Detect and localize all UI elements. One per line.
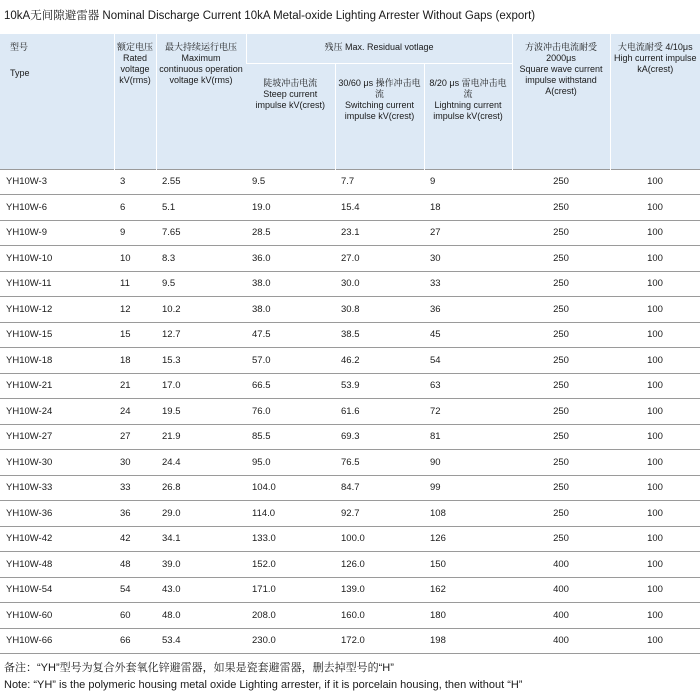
cell-high-current: 100	[610, 603, 700, 629]
cell-type: YH10W-42	[0, 526, 114, 552]
cell-high-current: 100	[610, 501, 700, 527]
cell-steep-current: 152.0	[246, 552, 335, 578]
cell-rated-voltage: 54	[114, 577, 156, 603]
notes	[4, 660, 522, 694]
cell-max-continuous-voltage: 39.0	[156, 552, 246, 578]
cell-high-current: 100	[610, 220, 700, 246]
table-row	[0, 195, 700, 221]
cell-switching-current: 61.6	[335, 399, 424, 425]
cell-type: YH10W-27	[0, 424, 114, 450]
cell-square-wave: 400	[512, 577, 610, 603]
table-row	[0, 603, 700, 629]
cell-type: YH10W-18	[0, 348, 114, 374]
table-row	[0, 169, 700, 195]
cell-lightning-current: 180	[424, 603, 512, 629]
cell-type: YH10W-66	[0, 628, 114, 654]
cell-steep-current: 38.0	[246, 297, 335, 323]
cell-square-wave: 250	[512, 373, 610, 399]
cell-lightning-current: 90	[424, 450, 512, 476]
cell-lightning-current: 126	[424, 526, 512, 552]
cell-rated-voltage: 12	[114, 297, 156, 323]
cell-high-current: 100	[610, 195, 700, 221]
cell-high-current: 100	[610, 450, 700, 476]
cell-switching-current: 84.7	[335, 475, 424, 501]
cell-lightning-current: 45	[424, 322, 512, 348]
header-rated-voltage: 额定电压 Rated voltage kV(rms)	[114, 34, 156, 169]
cell-high-current: 100	[610, 552, 700, 578]
cell-max-continuous-voltage: 8.3	[156, 246, 246, 272]
cell-switching-current: 7.7	[335, 169, 424, 195]
table-row	[0, 373, 700, 399]
cell-max-continuous-voltage: 10.2	[156, 297, 246, 323]
cell-steep-current: 66.5	[246, 373, 335, 399]
cell-type: YH10W-48	[0, 552, 114, 578]
cell-type: YH10W-11	[0, 271, 114, 297]
cell-lightning-current: 18	[424, 195, 512, 221]
cell-steep-current: 208.0	[246, 603, 335, 629]
cell-type: YH10W-15	[0, 322, 114, 348]
cell-lightning-current: 99	[424, 475, 512, 501]
cell-max-continuous-voltage: 7.65	[156, 220, 246, 246]
cell-steep-current: 76.0	[246, 399, 335, 425]
cell-max-continuous-voltage: 26.8	[156, 475, 246, 501]
cell-type: YH10W-12	[0, 297, 114, 323]
cell-square-wave: 400	[512, 552, 610, 578]
cell-rated-voltage: 36	[114, 501, 156, 527]
cell-steep-current: 28.5	[246, 220, 335, 246]
cell-steep-current: 230.0	[246, 628, 335, 654]
cell-steep-current: 171.0	[246, 577, 335, 603]
cell-steep-current: 19.0	[246, 195, 335, 221]
cell-rated-voltage: 6	[114, 195, 156, 221]
cell-rated-voltage: 48	[114, 552, 156, 578]
cell-switching-current: 27.0	[335, 246, 424, 272]
cell-switching-current: 30.0	[335, 271, 424, 297]
cell-high-current: 100	[610, 322, 700, 348]
cell-type: YH10W-24	[0, 399, 114, 425]
cell-switching-current: 69.3	[335, 424, 424, 450]
cell-rated-voltage: 42	[114, 526, 156, 552]
cell-type: YH10W-33	[0, 475, 114, 501]
table-row	[0, 475, 700, 501]
cell-switching-current: 23.1	[335, 220, 424, 246]
cell-max-continuous-voltage: 5.1	[156, 195, 246, 221]
cell-lightning-current: 198	[424, 628, 512, 654]
cell-max-continuous-voltage: 15.3	[156, 348, 246, 374]
cell-square-wave: 250	[512, 501, 610, 527]
table-row	[0, 399, 700, 425]
page-title: 10kA无间隙避雷器 Nominal Discharge Current 10kA Metal-oxide Lighting Arrester Without Gaps (export)	[4, 10, 536, 22]
cell-square-wave: 250	[512, 195, 610, 221]
cell-switching-current: 172.0	[335, 628, 424, 654]
cell-rated-voltage: 21	[114, 373, 156, 399]
cell-rated-voltage: 11	[114, 271, 156, 297]
cell-lightning-current: 72	[424, 399, 512, 425]
cell-lightning-current: 36	[424, 297, 512, 323]
cell-steep-current: 114.0	[246, 501, 335, 527]
cell-max-continuous-voltage: 53.4	[156, 628, 246, 654]
cell-high-current: 100	[610, 348, 700, 374]
cell-lightning-current: 81	[424, 424, 512, 450]
cell-high-current: 100	[610, 424, 700, 450]
cell-square-wave: 250	[512, 424, 610, 450]
table-row	[0, 552, 700, 578]
table-row	[0, 246, 700, 272]
cell-max-continuous-voltage: 17.0	[156, 373, 246, 399]
cell-high-current: 100	[610, 475, 700, 501]
table-row	[0, 526, 700, 552]
cell-square-wave: 250	[512, 169, 610, 195]
note-en: Note: “YH” is the polymeric housing metal oxide Lighting arrester, if it is porcelain housing, then without “H”	[4, 679, 523, 691]
cell-switching-current: 160.0	[335, 603, 424, 629]
cell-high-current: 100	[610, 246, 700, 272]
cell-rated-voltage: 24	[114, 399, 156, 425]
cell-switching-current: 139.0	[335, 577, 424, 603]
cell-square-wave: 250	[512, 297, 610, 323]
cell-square-wave: 250	[512, 399, 610, 425]
cell-type: YH10W-21	[0, 373, 114, 399]
cell-type: YH10W-9	[0, 220, 114, 246]
cell-square-wave: 250	[512, 348, 610, 374]
table-row	[0, 297, 700, 323]
header-switching-current: 30/60 μs 操作冲击电流 Switching current impulse kV(crest)	[335, 63, 424, 169]
table-row	[0, 271, 700, 297]
cell-high-current: 100	[610, 577, 700, 603]
cell-rated-voltage: 66	[114, 628, 156, 654]
cell-lightning-current: 9	[424, 169, 512, 195]
cell-steep-current: 36.0	[246, 246, 335, 272]
cell-type: YH10W-6	[0, 195, 114, 221]
cell-rated-voltage: 60	[114, 603, 156, 629]
cell-square-wave: 250	[512, 450, 610, 476]
cell-max-continuous-voltage: 48.0	[156, 603, 246, 629]
cell-square-wave: 250	[512, 475, 610, 501]
table-row	[0, 577, 700, 603]
cell-steep-current: 85.5	[246, 424, 335, 450]
header-steep-current: 陡坡冲击电流 Steep current impulse kV(crest)	[246, 63, 335, 169]
cell-lightning-current: 30	[424, 246, 512, 272]
cell-steep-current: 133.0	[246, 526, 335, 552]
cell-high-current: 100	[610, 373, 700, 399]
cell-steep-current: 38.0	[246, 271, 335, 297]
cell-switching-current: 126.0	[335, 552, 424, 578]
cell-rated-voltage: 33	[114, 475, 156, 501]
note-zh: 备注：“YH”型号为复合外套氧化锌避雷器，如果是瓷套避雷器，删去掉型号的“H”	[4, 662, 394, 674]
cell-square-wave: 400	[512, 628, 610, 654]
cell-square-wave: 250	[512, 322, 610, 348]
table-row	[0, 348, 700, 374]
arrester-spec-table	[0, 34, 700, 654]
header-max-continuous-voltage: 最大持续运行电压 Maximum continuous operation voltage kV(rms)	[156, 34, 246, 169]
cell-max-continuous-voltage: 29.0	[156, 501, 246, 527]
table-row	[0, 322, 700, 348]
cell-rated-voltage: 3	[114, 169, 156, 195]
cell-max-continuous-voltage: 21.9	[156, 424, 246, 450]
cell-type: YH10W-36	[0, 501, 114, 527]
cell-high-current: 100	[610, 169, 700, 195]
cell-lightning-current: 54	[424, 348, 512, 374]
cell-lightning-current: 33	[424, 271, 512, 297]
cell-steep-current: 9.5	[246, 169, 335, 195]
cell-lightning-current: 150	[424, 552, 512, 578]
header-type: 型号 Type	[0, 34, 114, 169]
cell-steep-current: 57.0	[246, 348, 335, 374]
header-lightning-current: 8/20 μs 雷电冲击电流 Lightning current impulse kV(crest)	[424, 63, 512, 169]
table-row	[0, 220, 700, 246]
cell-high-current: 100	[610, 628, 700, 654]
cell-max-continuous-voltage: 9.5	[156, 271, 246, 297]
cell-type: YH10W-3	[0, 169, 114, 195]
cell-lightning-current: 162	[424, 577, 512, 603]
cell-rated-voltage: 10	[114, 246, 156, 272]
cell-switching-current: 38.5	[335, 322, 424, 348]
cell-max-continuous-voltage: 2.55	[156, 169, 246, 195]
cell-type: YH10W-10	[0, 246, 114, 272]
cell-switching-current: 92.7	[335, 501, 424, 527]
table-row	[0, 628, 700, 654]
cell-type: YH10W-54	[0, 577, 114, 603]
cell-max-continuous-voltage: 43.0	[156, 577, 246, 603]
cell-switching-current: 46.2	[335, 348, 424, 374]
cell-switching-current: 53.9	[335, 373, 424, 399]
cell-square-wave: 250	[512, 220, 610, 246]
cell-switching-current: 30.8	[335, 297, 424, 323]
cell-rated-voltage: 18	[114, 348, 156, 374]
cell-rated-voltage: 30	[114, 450, 156, 476]
cell-high-current: 100	[610, 399, 700, 425]
cell-square-wave: 250	[512, 526, 610, 552]
cell-steep-current: 104.0	[246, 475, 335, 501]
cell-type: YH10W-60	[0, 603, 114, 629]
cell-rated-voltage: 9	[114, 220, 156, 246]
cell-square-wave: 250	[512, 246, 610, 272]
cell-steep-current: 47.5	[246, 322, 335, 348]
cell-max-continuous-voltage: 34.1	[156, 526, 246, 552]
cell-lightning-current: 27	[424, 220, 512, 246]
cell-steep-current: 95.0	[246, 450, 335, 476]
cell-type: YH10W-30	[0, 450, 114, 476]
cell-high-current: 100	[610, 297, 700, 323]
cell-high-current: 100	[610, 526, 700, 552]
cell-switching-current: 100.0	[335, 526, 424, 552]
header-high-current: 大电流耐受 4/10μs High current impulse kA(crest)	[610, 34, 700, 169]
cell-square-wave: 250	[512, 271, 610, 297]
header-square-wave: 方波冲击电流耐受 2000μs Square wave current impulse withstand A(crest)	[512, 34, 610, 169]
table-row	[0, 501, 700, 527]
header-residual-voltage: 残压 Max. Residual votlage	[246, 34, 512, 63]
table-row	[0, 450, 700, 476]
cell-lightning-current: 108	[424, 501, 512, 527]
cell-rated-voltage: 15	[114, 322, 156, 348]
cell-switching-current: 76.5	[335, 450, 424, 476]
cell-max-continuous-voltage: 19.5	[156, 399, 246, 425]
cell-max-continuous-voltage: 24.4	[156, 450, 246, 476]
cell-lightning-current: 63	[424, 373, 512, 399]
cell-max-continuous-voltage: 12.7	[156, 322, 246, 348]
cell-square-wave: 400	[512, 603, 610, 629]
cell-switching-current: 15.4	[335, 195, 424, 221]
table-row	[0, 424, 700, 450]
cell-rated-voltage: 27	[114, 424, 156, 450]
cell-high-current: 100	[610, 271, 700, 297]
